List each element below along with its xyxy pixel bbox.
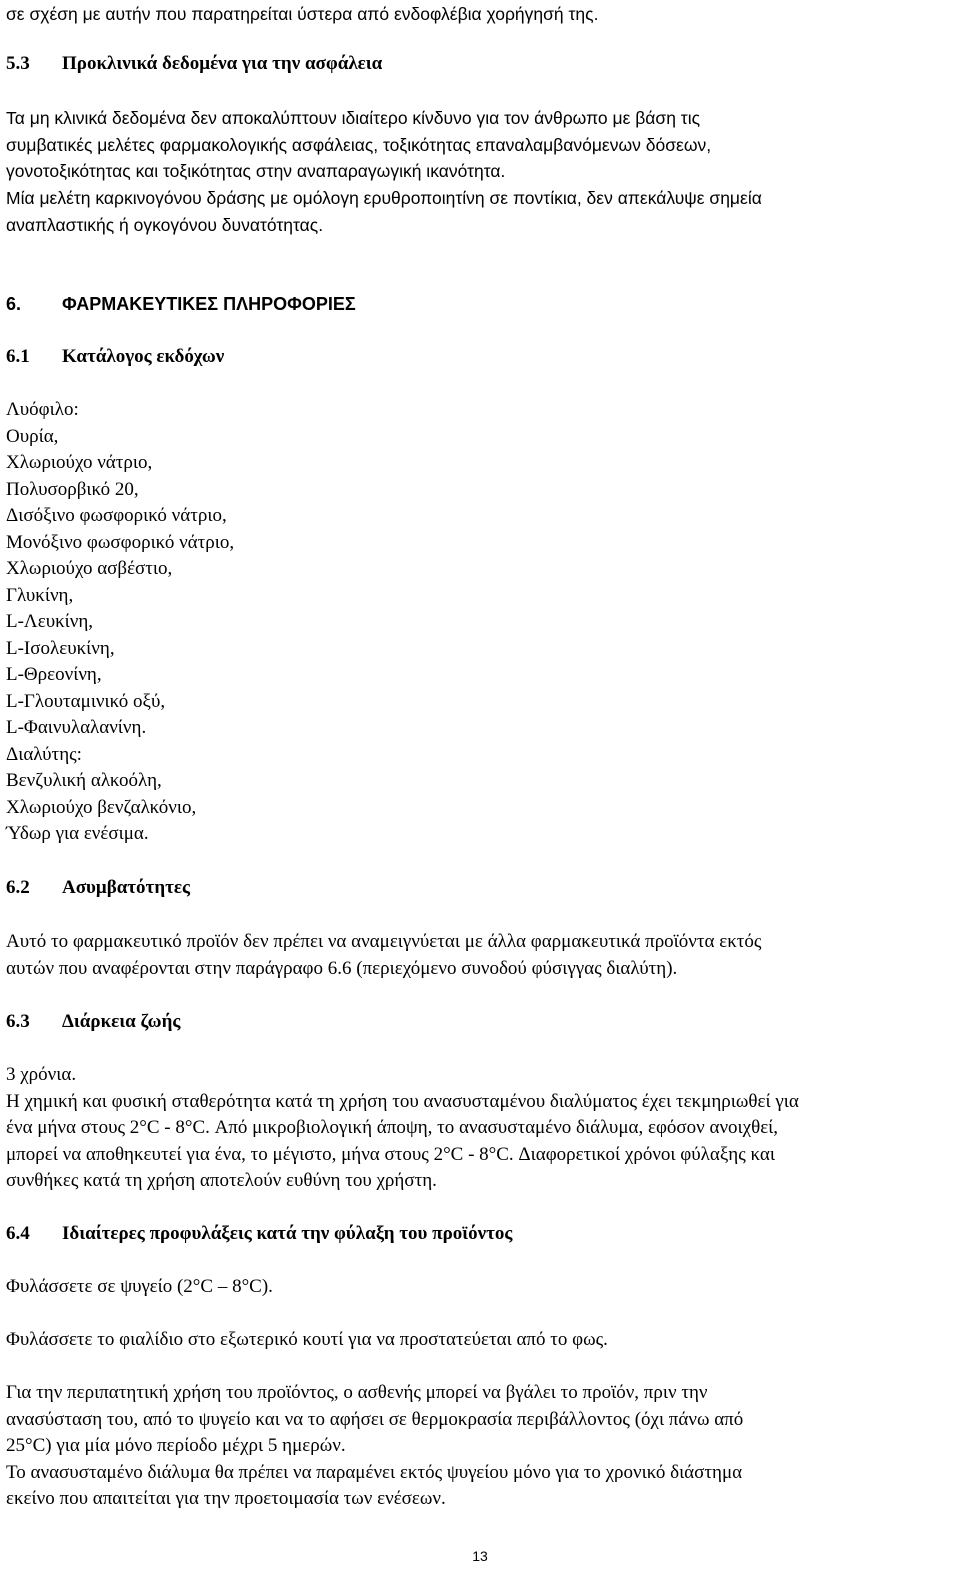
text-line: Το ανασυσταμένο διάλυμα θα πρέπει να παραμένει εκτός ψυγείου μόνο για το χρονικό διάστημα: [6, 1461, 743, 1483]
text-line: αυτών που αναφέρονται στην παράγραφο 6.6 (περιεχόμενο συνοδού φύσιγγας διαλύτη).: [6, 957, 678, 979]
text-line: 3 χρόνια.: [6, 1064, 77, 1085]
section-6-2-heading: [6, 875, 190, 901]
list-item: Ουρία,: [6, 425, 59, 447]
text-line: Η χημική και φυσική σταθερότητα κατά τη χρήση του ανασυσταμένου διαλύματος έχει τεκμηριωθεί για: [6, 1090, 799, 1112]
section-number: 6.: [6, 294, 22, 314]
section-number: 6.4: [6, 1223, 30, 1244]
section-title: Ασυμβατότητες: [62, 877, 190, 898]
section-6-1-heading: [6, 344, 224, 370]
text-line: Αυτό το φαρμακευτικό προϊόν δεν πρέπει να αναμειγνύεται με άλλα φαρμακευτικά προϊόντα εκτός: [6, 931, 762, 952]
page-number: 13: [472, 1548, 488, 1564]
light-protection-text: Φυλάσσετε το φιαλίδιο στο εξωτερικό κουτί για να προστατεύεται από το φως.: [6, 1329, 608, 1350]
section-6-heading: [6, 291, 356, 317]
section-number: 6.1: [6, 346, 30, 367]
storage-temperature-text: Φυλάσσετε σε ψυγείο (2°C – 8°C).: [6, 1276, 273, 1297]
section-5-3-paragraph-2: [6, 185, 762, 238]
text-line: μπορεί να αποθηκευτεί για ένα, το μέγιστο, μήνα στους 2°C - 8°C. Διαφορετικοί χρόνοι φύλαξης και: [6, 1143, 775, 1165]
list-item: Πολυσορβικό 20,: [6, 478, 139, 500]
ambulatory-use-paragraph: [6, 1380, 743, 1513]
section-number: 6.3: [6, 1011, 30, 1032]
text-line: 25°C) για μία μόνο περίοδο μέχρι 5 ημερών.: [6, 1435, 346, 1456]
section-title: Διάρκεια ζωής: [62, 1011, 181, 1032]
list-item: Γλυκίνη,: [6, 584, 74, 606]
section-title: Ιδιαίτερες προφυλάξεις κατά την φύλαξη του προϊόντος: [62, 1223, 513, 1244]
text-line: γονοτοξικότητας και τοξικότητας στην αναπαραγωγική ικανότητα.: [6, 161, 506, 181]
section-6-4-heading: [6, 1221, 512, 1247]
list-item: Δισόξινο φωσφορικό νάτριο,: [6, 505, 227, 526]
section-6-3-paragraph: [6, 1062, 799, 1195]
list-item: Μονόξινο φωσφορικό νάτριο,: [6, 531, 235, 553]
excipients-list: [6, 397, 234, 848]
text-line: ανασύσταση του, από το ψυγείο και να το αφήσει σε θερμοκρασία περιβάλλοντος (όχι πάνω από: [6, 1408, 744, 1430]
section-5-3-heading: [6, 51, 382, 77]
text-line: συνθήκες κατά τη χρήση αποτελούν ευθύνη του χρήστη.: [6, 1170, 437, 1191]
list-item: Λυόφιλο:: [6, 399, 79, 420]
list-item: L-Θρεονίνη,: [6, 664, 102, 685]
text-line: Μία μελέτη καρκινογόνου δράσης με ομόλογη ερυθροποιητίνη σε ποντίκια, δεν απεκάλυψε σημεία: [6, 188, 762, 208]
text-line: Τα μη κλινικά δεδομένα δεν αποκαλύπτουν ιδιαίτερο κίνδυνο για τον άνθρωπο με βάση τις: [6, 108, 701, 128]
section-6-3-heading: [6, 1009, 180, 1035]
list-item: Ύδωρ για ενέσιμα.: [6, 823, 149, 844]
list-item: L-Γλουταμινικό οξύ,: [6, 690, 166, 712]
list-item: L-Φαινυλαλανίνη.: [6, 717, 147, 738]
section-title: ΦΑΡΜΑΚΕΥΤΙΚΕΣ ΠΛΗΡΟΦΟΡΙΕΣ: [62, 294, 356, 314]
list-item: L-Ισολευκίνη,: [6, 637, 115, 659]
section-6-2-paragraph: [6, 929, 761, 982]
text-line: συμβατικές μελέτες φαρμακολογικής ασφάλειας, τοξικότητας επαναλαμβανόμενων δόσεων,: [6, 134, 712, 155]
section-title: Κατάλογος εκδόχων: [62, 346, 225, 367]
section-number: 5.3: [6, 53, 30, 74]
text-line: εκείνο που απαιτείται για την προετοιμασία των ενέσεων.: [6, 1488, 446, 1509]
text-line: Για την περιπατητική χρήση του προϊόντος, ο ασθενής μπορεί να βγάλει το προϊόν, πριν την: [6, 1382, 708, 1403]
section-title: Προκλινικά δεδομένα για την ασφάλεια: [62, 53, 383, 74]
section-5-3-paragraph-1: [6, 105, 711, 185]
list-item: Χλωριούχο βενζαλκόνιο,: [6, 796, 197, 818]
section-number: 6.2: [6, 877, 30, 898]
continuation-line: σε σχέση με αυτήν που παρατηρείται ύστερα από ενδοφλέβια χορήγησή της.: [6, 4, 599, 24]
list-item: Βενζυλική αλκοόλη,: [6, 770, 162, 791]
text-line: αναπλαστικής ή ογκογόνου δυνατότητας.: [6, 214, 324, 235]
list-item: L-Λευκίνη,: [6, 611, 94, 632]
list-item: Διαλύτης:: [6, 743, 82, 765]
list-item: Χλωριούχο νάτριο,: [6, 452, 153, 473]
text-line: ένα μήνα στους 2°C - 8°C. Από μικροβιολογική άποψη, το ανασυσταμένο διάλυμα, εφόσον ανοιχθεί,: [6, 1117, 779, 1138]
list-item: Χλωριούχο ασβέστιο,: [6, 558, 173, 579]
